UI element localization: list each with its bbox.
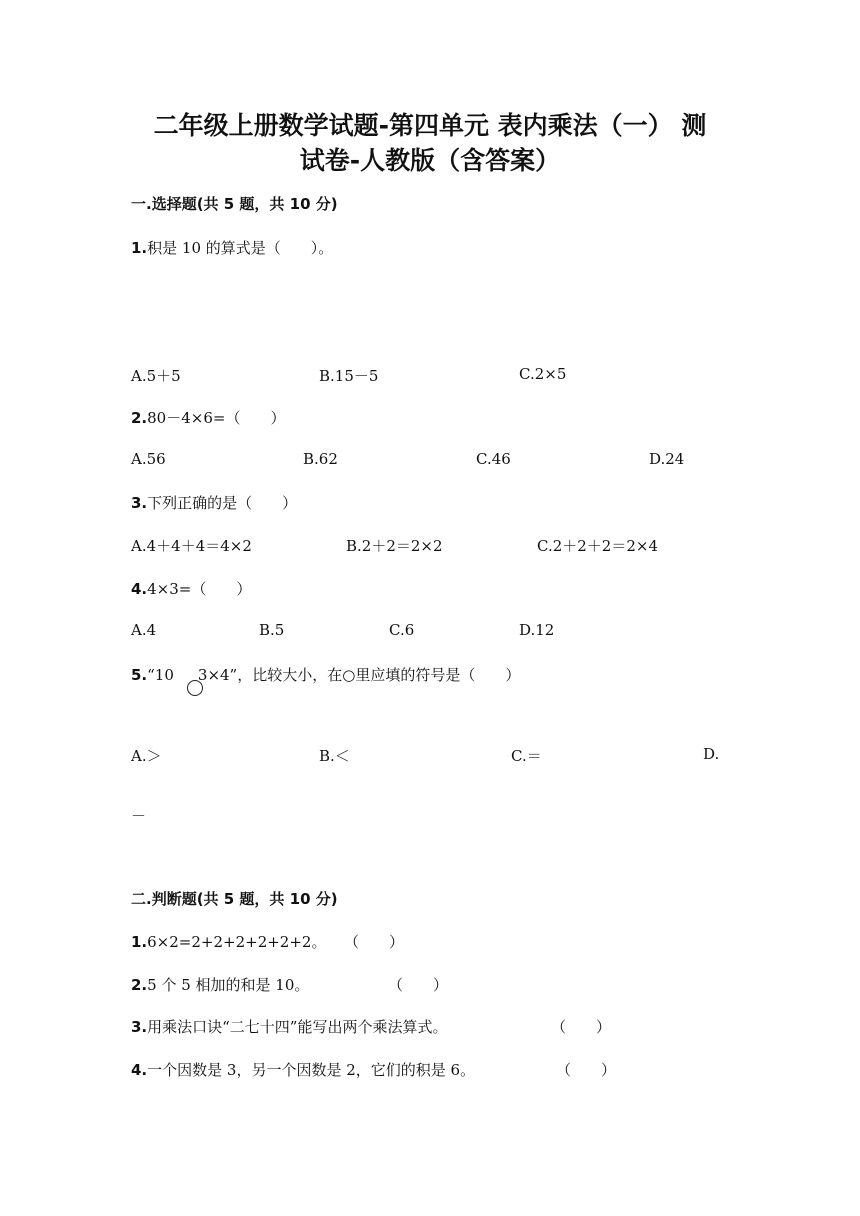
question-number: 4. (131, 1061, 148, 1079)
answer-blank: （ ） (344, 933, 405, 951)
question-text-part-1: “10 (147, 666, 174, 684)
section-heading-judgement: 二.判断题(共 5 题，共 10 分) (131, 890, 338, 908)
answer-blank: （ ） (556, 1061, 617, 1079)
question-4 (131, 578, 251, 599)
option-a: A.4 (131, 621, 157, 639)
option-a: A.56 (131, 450, 166, 468)
question-number: 3. (131, 494, 148, 512)
page-title-line-1: 二年级上册数学试题-第四单元 表内乘法（一） 测 (153, 111, 707, 140)
question-text: 5 个 5 相加的和是 10。 (147, 976, 310, 994)
option-d-symbol: － (131, 807, 147, 825)
option-d: D. (703, 745, 720, 763)
judgement-question-2 (131, 974, 309, 995)
section-heading-choice: 一.选择题(共 5 题，共 10 分) (131, 195, 338, 213)
question-1 (131, 237, 333, 258)
question-text: 用乘法口诀“二七十四”能写出两个乘法算式。 (147, 1018, 448, 1036)
option-a: A.5＋5 (131, 367, 181, 385)
question-text: 下列正确的是（ ） (147, 494, 298, 512)
question-2 (131, 407, 285, 428)
question-text: 6×2=2+2+2+2+2+2。 (147, 933, 327, 951)
answer-blank: （ ） (551, 1018, 612, 1036)
judgement-question-1 (131, 931, 326, 952)
judgement-question-3 (131, 1016, 447, 1037)
question-text-part-2: 3×4”，比较大小，在○里应填的符号是（ ） (197, 666, 521, 684)
question-number: 1. (131, 239, 148, 257)
option-a: A.4＋4＋4＝4×2 (131, 537, 252, 555)
option-b: B.5 (259, 621, 285, 639)
option-b: B.15－5 (319, 367, 379, 385)
option-c: C.2＋2＋2＝2×4 (537, 537, 658, 555)
question-text: 一个因数是 3，另一个因数是 2，它们的积是 6。 (147, 1061, 476, 1079)
question-text: 积是 10 的算式是（ ）。 (147, 239, 334, 257)
option-c: C.＝ (511, 747, 542, 765)
question-number: 5. (131, 666, 148, 684)
answer-blank: （ ） (388, 976, 449, 994)
option-d: D.24 (649, 450, 685, 468)
question-number: 2. (131, 409, 148, 427)
comparison-circle-icon (187, 680, 203, 696)
question-number: 4. (131, 580, 148, 598)
question-number: 2. (131, 976, 148, 994)
question-3 (131, 492, 297, 513)
judgement-question-4 (131, 1059, 475, 1080)
option-c: C.46 (476, 450, 511, 468)
page-title-line-2: 试卷-人教版（含答案） (299, 146, 561, 175)
option-a: A.＞ (131, 747, 162, 765)
question-text: 4×3=（ ） (147, 580, 252, 598)
option-c: C.6 (389, 621, 415, 639)
option-c: C.2×5 (519, 365, 567, 383)
question-text: 80－4×6=（ ） (147, 409, 286, 427)
option-b: B.＜ (319, 747, 350, 765)
question-number: 3. (131, 1018, 148, 1036)
option-b: B.2＋2＝2×2 (346, 537, 443, 555)
option-d: D.12 (519, 621, 555, 639)
question-number: 1. (131, 933, 148, 951)
option-b: B.62 (303, 450, 338, 468)
